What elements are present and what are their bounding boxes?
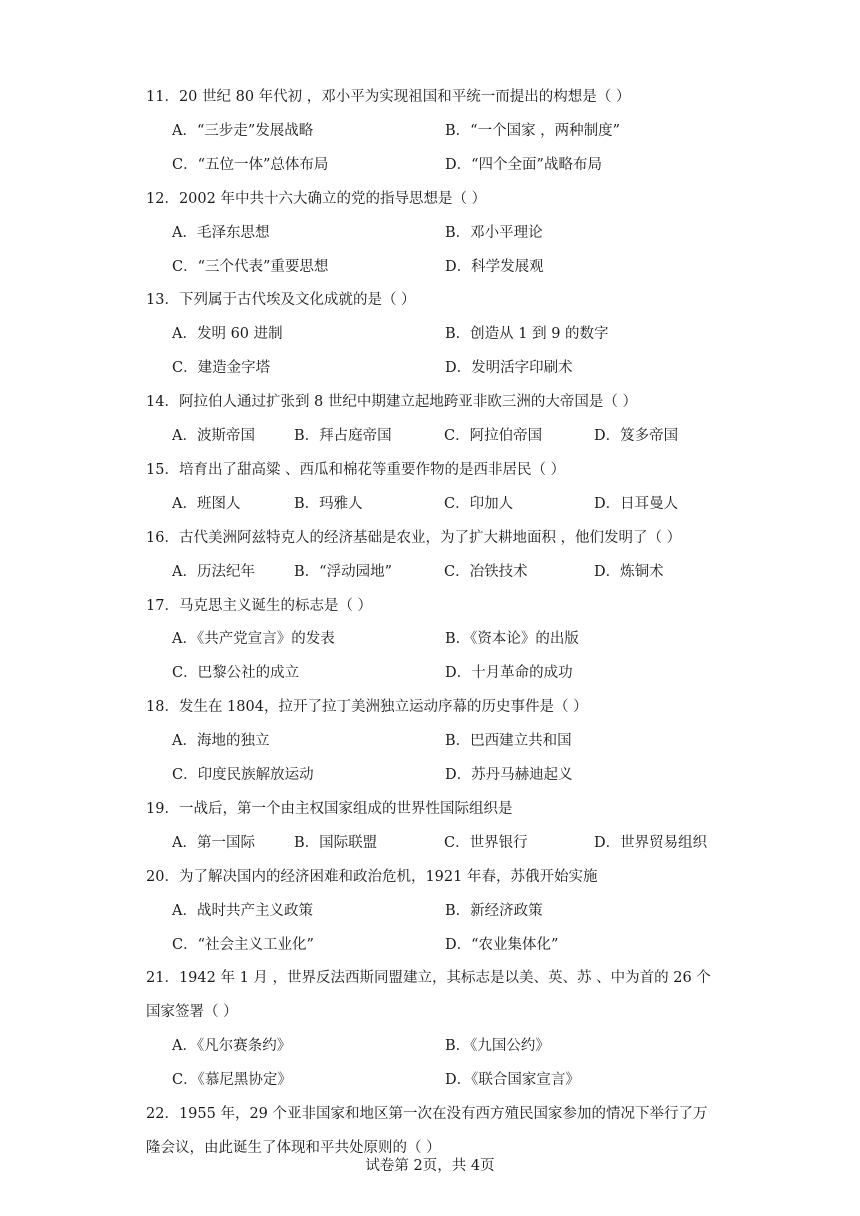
option-row <box>172 115 820 149</box>
option-b: B．“浮动园地” <box>294 563 392 580</box>
option-a: A．海地的独立 <box>172 733 270 750</box>
question-13-stem <box>146 284 800 318</box>
option-row <box>172 759 820 793</box>
question-stem-line: 17．马克思主义诞生的标志是（ ） <box>146 597 373 614</box>
option-b: B．拜占庭帝国 <box>294 428 392 445</box>
option-a: A．第一国际 <box>172 834 255 851</box>
question-15-stem <box>146 454 800 488</box>
option-d: D．科学发展观 <box>445 258 544 275</box>
option-row <box>172 556 820 590</box>
option-c: C．印度民族解放运动 <box>172 767 314 784</box>
option-d: D．发明活字印刷术 <box>445 360 573 377</box>
option-row <box>172 217 820 251</box>
option-a: A．“三步走”发展战略 <box>172 122 314 139</box>
question-stem-line: 19．一战后，第一个由主权国家组成的世界性国际组织是 <box>146 800 513 817</box>
question-stem-line: 隆会议，由此诞生了体现和平共处原则的（ ） <box>146 1139 441 1156</box>
question-21-stem <box>146 962 800 1030</box>
question-17-options <box>172 623 820 691</box>
question-stem-line: 16．古代美洲阿兹特克人的经济基础是农业，为了扩大耕地面积 ，他们发明了（ ） <box>146 529 682 546</box>
option-a: A．《凡尔赛条约》 <box>172 1038 292 1055</box>
option-b: B．玛雅人 <box>294 495 363 512</box>
option-d: D．世界贸易组织 <box>594 834 708 851</box>
option-row <box>172 420 820 454</box>
question-stem-line: 15．培育出了甜高粱 、西瓜和棉花等重要作物的是西非居民（ ） <box>146 461 566 478</box>
question-15-options <box>172 488 820 522</box>
option-row <box>172 251 820 285</box>
question-17-stem <box>146 590 800 624</box>
question-stem-line: 11．20 世纪 80 年代初 ，邓小平为实现祖国和平统一而提出的构想是（ ） <box>146 89 631 106</box>
option-row <box>172 318 820 352</box>
option-c: C．“三个代表”重要思想 <box>172 258 329 275</box>
option-b: B．巴西建立共和国 <box>445 733 572 750</box>
question-16-options <box>172 556 820 590</box>
option-row <box>172 149 820 183</box>
option-row <box>172 488 820 522</box>
option-c: C．冶铁技术 <box>444 563 528 580</box>
option-d: D．“四个全面”战略布局 <box>445 156 602 173</box>
question-stem-line: 21．1942 年 1 月 ，世界反法西斯同盟建立，其标志是以美、英、苏 、中为首的 26 个 <box>146 970 711 987</box>
option-d: D．“农业集体化” <box>445 936 559 953</box>
option-d: D．苏丹马赫迪起义 <box>445 767 573 784</box>
option-b: B．《资本论》的出版 <box>445 631 579 648</box>
question-14-options <box>172 420 820 454</box>
option-a: A．发明 60 进制 <box>172 326 283 343</box>
question-11-options <box>172 115 820 183</box>
option-row <box>172 657 820 691</box>
option-row <box>172 1064 820 1098</box>
option-b: B．国际联盟 <box>294 834 378 851</box>
option-row <box>172 352 820 386</box>
option-row <box>172 725 820 759</box>
option-c: C．“社会主义工业化” <box>172 936 314 953</box>
question-21-options <box>172 1030 820 1098</box>
option-a: A．波斯帝国 <box>172 428 255 445</box>
option-a: A．历法纪年 <box>172 563 255 580</box>
question-12-options <box>172 217 820 285</box>
option-c: C．巴黎公社的成立 <box>172 665 300 682</box>
question-stem-line: 14．阿拉伯人通过扩张到 8 世纪中期建立起地跨亚非欧三洲的大帝国是（ ） <box>146 394 638 411</box>
question-19-options <box>172 827 820 861</box>
option-d: D．笈多帝国 <box>594 428 679 445</box>
question-20-options <box>172 895 820 963</box>
question-stem-line: 20．为了解决国内的经济困难和政治危机，1921 年春，苏俄开始实施 <box>146 868 598 885</box>
question-stem-line: 22．1955 年，29 个亚非国家和地区第一次在没有西方殖民国家参加的情况下举行了万 <box>146 1106 708 1123</box>
option-a: A．战时共产主义政策 <box>172 902 313 919</box>
option-c: C．印加人 <box>444 495 514 512</box>
option-d: D．日耳曼人 <box>594 495 679 512</box>
option-b: B．“一个国家 ，两种制度” <box>445 122 621 139</box>
option-a: A．班图人 <box>172 495 241 512</box>
option-b: B．创造从 1 到 9 的数字 <box>445 326 609 343</box>
question-stem-line: 12．2002 年中共十六大确立的党的指导思想是（ ） <box>146 190 487 207</box>
question-stem-line: 国家签署（ ） <box>146 1004 238 1021</box>
question-11-stem <box>146 81 800 115</box>
option-d: D．十月革命的成功 <box>445 665 573 682</box>
question-14-stem <box>146 386 800 420</box>
page-footer: 试卷第 2页，共 4页 <box>365 1158 495 1174</box>
option-b: B．邓小平理论 <box>445 224 543 241</box>
option-c: C．建造金字塔 <box>172 360 271 377</box>
option-row <box>172 623 820 657</box>
option-d: D．炼铜术 <box>594 563 664 580</box>
option-a: A．《共产党宣言》的发表 <box>172 631 335 648</box>
option-c: C．阿拉伯帝国 <box>444 428 543 445</box>
option-b: B．《九国公约》 <box>445 1038 550 1055</box>
option-a: A．毛泽东思想 <box>172 224 270 241</box>
question-stem-line: 18．发生在 1804，拉开了拉丁美洲独立运动序幕的历史事件是（ ） <box>146 699 588 716</box>
option-c: C．“五位一体”总体布局 <box>172 156 329 173</box>
question-18-stem <box>146 691 800 725</box>
option-row <box>172 895 820 929</box>
option-d: D．《联合国家宣言》 <box>445 1072 580 1089</box>
question-19-stem <box>146 793 800 827</box>
question-stem-line: 13．下列属于古代埃及文化成就的是（ ） <box>146 292 416 309</box>
question-13-options <box>172 318 820 386</box>
option-c: C．《慕尼黑协定》 <box>172 1072 292 1089</box>
question-18-options <box>172 725 820 793</box>
option-row <box>172 1030 820 1064</box>
question-20-stem <box>146 861 800 895</box>
option-row <box>172 929 820 963</box>
question-16-stem <box>146 522 800 556</box>
option-b: B．新经济政策 <box>445 902 543 919</box>
option-row <box>172 827 820 861</box>
question-12-stem <box>146 183 800 217</box>
option-c: C．世界银行 <box>444 834 528 851</box>
